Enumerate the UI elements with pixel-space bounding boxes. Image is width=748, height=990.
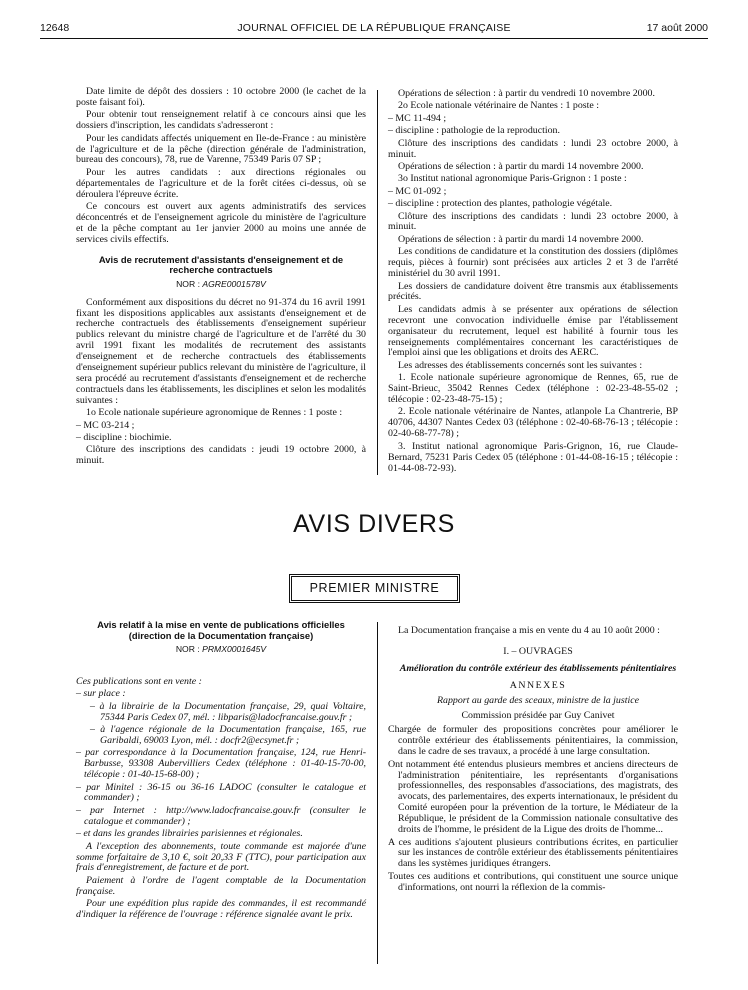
synthesis-paragraph: Toutes ces auditions et contributions, qui constituent une source unique d'informations, ont nourri la réflexion de la commis- [388,870,678,893]
post-3-closing: Clôture des inscriptions des candidats : lundi 23 octobre 2000, à minuit. [388,210,678,233]
address-rennes: 1. Ecole nationale supérieure agronomique de Rennes, 65, rue de Saint-Brieuc, 35042 Rennes Cedex (téléphone : 02-23-48-55-02 ; télécopie : 02-23-48-75-15) ; [388,372,678,406]
commission-mandate-paragraph: Chargée de formuler des propositions concrètes pour améliorer le contrôle extérieur des établissements pénitentiaires, la commission, dans le cadre de ses travaux, a procédé à une large consultation. [388,724,678,758]
bottom-right-column [388,626,678,895]
sales-paris-bookshop: – à la librairie de la Documentation française, 29, quai Voltaire, 75344 Paris Cedex 07, mél. : libparis@ladocfrancaise.gouv.fr ; [90,700,366,723]
address-grignon: 3. Institut national agronomique Paris-Grignon, 16, rue Claude-Bernard, 75231 Paris Cedex 05 (téléphone : 01-44-08-16-15 ; télécopie : 01-44-08-72-93). [388,440,678,474]
post-2-closing: Clôture des inscriptions des candidats : lundi 23 octobre 2000, à minuit. [388,137,678,160]
info-paragraph: Pour obtenir tout renseignement relatif à ce concours ainsi que les dossiers d'inscription, les candidats s'adresseront : [76,109,366,132]
sales-minitel: – par Minitel : 36-15 ou 36-16 LADOC (consulter le catalogue et commander) ; [76,781,366,804]
sales-points-list [76,677,366,921]
nor-label: NOR : [176,278,203,289]
hearings-paragraph: Ont notamment été entendus plusieurs membres et anciens directeurs de l'administration pénitentiaire, les représentants d'organisations professionnelles, des responsables d'associations, des magistrats, des avocats, des parlementaires, des experts internationaux, le président du Comité européen pour la prévention de la torture, le Médiateur de la République, le président de la Commission nationale consultative des droits de l'homme, le président de la Ligue des droits de l'homme... [388,758,678,836]
commission-line: Commission présidée par Guy Canivet [461,709,615,721]
eligibility-paragraph: Ce concours est ouvert aux agents administratifs des services déconcentrés et de l'enseignement agricole du ministère de l'agriculture et de la pêche comptant au 1er janvier 2000 au moins une année de services civils effectifs. [76,201,366,245]
other-candidates-paragraph: Pour les autres candidats : aux directions régionales ou départementales de l'agriculture et de la forêt citées ci-dessus, où se déroulera l'épreuve écrite. [76,166,366,200]
convocation-paragraph: Les candidats admis à se présenter aux opérations de sélection recevront une convocation individuelle émise par l'établissement organisateur du recrutement, lequel est habilité à fournir tous les renseignements complémentaires concernant les caractéristiques de l'emploi ainsi que les obligations et droits des AERC. [388,303,678,359]
post-1-closing: Clôture des inscriptions des candidats : jeudi 19 octobre 2000, à minuit. [76,444,366,467]
post-1-discipline: – discipline : biochimie. [76,431,172,443]
sales-period-paragraph: La Documentation française a mis en vente du 4 au 10 août 2000 : [398,625,660,636]
reference-paragraph: Pour une expédition plus rapide des commandes, il est recommandé d'indiquer la référence de l'ouvrage : référence signalée avant le prix. [76,898,366,921]
journal-title: JOURNAL OFFICIEL DE LA RÉPUBLIQUE FRANÇAISE [237,22,511,34]
post-1-heading: 1o Ecole nationale supérieure agronomique de Rennes : 1 poste : [86,407,343,419]
contributions-paragraph: A ces auditions s'ajoutent plusieurs contributions écrites, en particulier sur les instances de contrôle extérieur des établissements pénitentiaires dans les systèmes juridiques étrangers. [388,836,678,870]
post-3-selection: Opérations de sélection : à partir du mardi 14 novembre 2000. [398,233,644,245]
report-line: Rapport au garde des sceaux, ministre de la justice [437,694,639,706]
post-2-selection: Opérations de sélection : à partir du mardi 14 novembre 2000. [398,160,644,172]
running-header [40,18,708,38]
idf-candidates-paragraph: Pour les candidats affectés uniquement en Ile-de-France : au ministère de l'agriculture et de la pêche (direction générale de l'administration, bureau des concours), 78, rue de Varenne, 75349 Paris 07 SP ; [76,132,366,166]
conditions-paragraph: Les conditions de candidature et la constitution des dossiers (diplômes requis, pièces à fournir) sont précisées aux articles 2 et 3 de l'arrêté ministériel du 30 avril 1991. [388,246,678,280]
sales-correspondence: – par correspondance à la Documentation française, 124, rue Henri-Barbusse, 93308 Aubervilliers Cedex (téléphone : 01-40-15-70-00, télécopie : 01-40-15-68-00) ; [76,747,366,781]
publications-nor-label: NOR : [175,644,203,654]
nor-code: AGRE0001578V [202,278,266,289]
sales-on-site: – sur place : [76,688,126,700]
issue-date: 17 août 2000 [646,22,708,34]
notice-title: Avis de recrutement d'assistants d'enseignement et de recherche contractuels [98,253,344,276]
top-left-column [76,87,366,469]
surcharge-paragraph: A l'exception des abonnements, toute commande est majorée d'une somme forfaitaire de 3,10 €, soit 20,33 F (TTC), pour participation aux frais d'enregistrement, de facture et de port. [76,840,366,874]
ministry-box: PREMIER MINISTRE [291,576,458,601]
post-2-code: – MC 11-494 ; [388,112,447,124]
publications-nor-reference [76,644,366,655]
section-heading: AVIS DIVERS [293,510,455,538]
publications-notice-title: Avis relatif à la mise en vente de publications officielles (direction de la Documentation française) [97,619,345,641]
address-nantes: 2. Ecole nationale vétérinaire de Nantes, atlanpole La Chantrerie, BP 40706, 44307 Nantes Cedex 03 (téléphone : 02-40-68-76-13 ; télécopie : 02-40-68-77-78) ; [388,406,678,440]
header-rule [40,38,708,39]
sales-lyon-agency: – à l'agence régionale de la Documentation française, 165, rue Garibaldi, 69003 Lyon, mél. : docfr2@ecsynet.fr ; [90,724,366,746]
sales-bookshops: – et dans les grandes librairies parisiennes et régionales. [76,828,303,840]
publications-nor-code: PRMX0001645V [202,644,267,654]
deadline-paragraph: Date limite de dépôt des dossiers : 10 octobre 2000 (le cachet de la poste faisant foi). [76,86,366,108]
payment-paragraph: Paiement à l'ordre de l'agent comptable de la Documentation française. [76,874,366,897]
page-number: 12648 [40,22,70,34]
bottom-left-column [76,620,366,922]
post-1-code: – MC 03-214 ; [76,419,135,431]
post-3-discipline: – discipline : protection des plantes, pathologie végétale. [388,198,613,210]
transmission-paragraph: Les dossiers de candidature doivent être transmis aux établissements précités. [388,280,678,303]
works-heading: I. – OUVRAGES [503,645,573,657]
column-divider-bottom [377,622,378,964]
work-title: Amélioration du contrôle extérieur des établissements pénitentiaires [399,662,677,674]
annexes-label: ANNEXES [509,679,567,691]
post-2-heading: 2o Ecole nationale vétérinaire de Nantes : 1 poste : [398,100,599,112]
sales-intro: Ces publications sont en vente : [76,675,202,687]
top-right-column [388,89,678,476]
addresses-intro: Les adresses des établissements concernés sont les suivantes : [398,359,643,371]
post-3-heading: 3o Institut national agronomique Paris-Grignon : 1 poste : [398,173,627,185]
column-divider-top [377,90,378,475]
sales-internet: – par Internet : http://www.ladocfrancaise.gouv.fr (consulter le catalogue et commander) ; [76,804,366,827]
post-1-selection: Opérations de sélection : à partir du vendredi 10 novembre 2000. [398,88,655,99]
nor-reference [76,279,366,290]
post-3-code: – MC 01-092 ; [388,185,447,197]
decree-paragraph: Conformément aux dispositions du décret no 91-374 du 16 avril 1991 fixant les dispositions applicables aux assistants d'enseignement et de recherche contractuels des établissements d'enseignement supérieur publics relevant du ministre chargé de l'agriculture et de l'arrêté du 30 avril 1991 fixant les modalités de recrutement des assistants d'enseignement et de recherche contractuels des établissements d'enseignement supérieur publics relevant du ministère de l'agriculture, il sera procédé au recrutement d'assistants d'enseignement et de recherche contractuels dans les établissements, les disciplines et selon les modalités suivantes : [76,296,366,406]
post-2-discipline: – discipline : pathologie de la reproduction. [388,125,560,137]
